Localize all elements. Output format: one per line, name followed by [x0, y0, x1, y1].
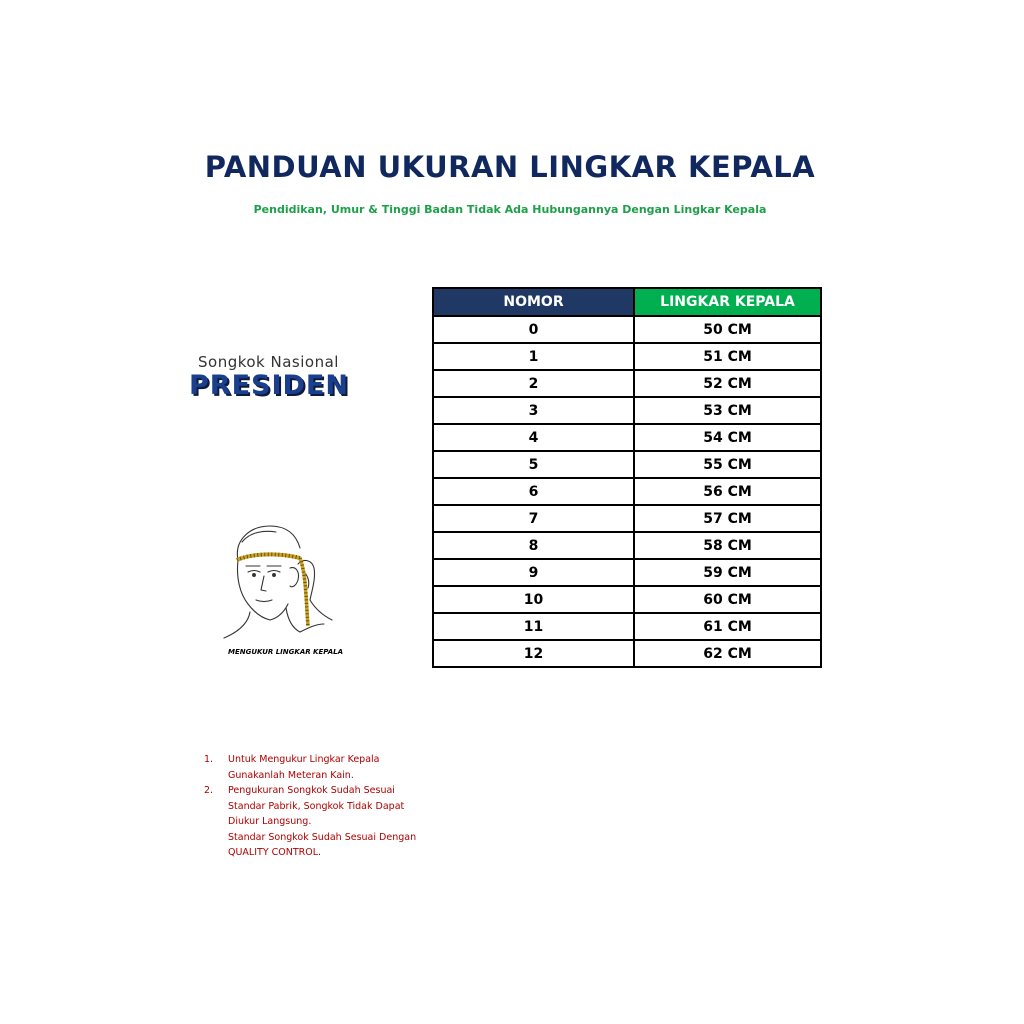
head-measuring-icon [220, 520, 340, 645]
cell-nomor: 12 [433, 640, 634, 667]
table-row [433, 586, 821, 613]
note-text [228, 783, 444, 861]
cell-lingkar-kepala: 58 CM [634, 532, 821, 559]
header-lingkar-kepala: LINGKAR KEPALA [634, 288, 821, 316]
table-row [433, 478, 821, 505]
cell-nomor: 1 [433, 343, 634, 370]
note-item [204, 752, 444, 783]
cell-lingkar-kepala: 59 CM [634, 559, 821, 586]
note-number: 2. [204, 785, 214, 796]
note-line: Pengukuran Songkok Sudah Sesuai [228, 785, 395, 796]
notes-list [204, 752, 444, 861]
cell-nomor: 8 [433, 532, 634, 559]
cell-lingkar-kepala: 53 CM [634, 397, 821, 424]
cell-nomor: 4 [433, 424, 634, 451]
brand-logo-text: PRESIDEN [189, 370, 349, 401]
table-row [433, 613, 821, 640]
cell-lingkar-kepala: 60 CM [634, 586, 821, 613]
note-line: Standar Songkok Sudah Sesuai Dengan [228, 831, 417, 843]
note-item [204, 783, 444, 861]
table-row [433, 397, 821, 424]
cell-lingkar-kepala: 57 CM [634, 505, 821, 532]
cell-lingkar-kepala: 54 CM [634, 424, 821, 451]
table-row [433, 532, 821, 559]
note-number: 1. [204, 754, 214, 765]
note-line: Gunakanlah Meteran Kain. [228, 769, 354, 781]
cell-lingkar-kepala: 51 CM [634, 343, 821, 370]
note-line: Untuk Mengukur Lingkar Kepala [228, 754, 380, 765]
table-body [433, 316, 821, 667]
table-row [433, 370, 821, 397]
brand-tagline: Songkok Nasional [198, 353, 339, 371]
cell-nomor: 3 [433, 397, 634, 424]
cell-nomor: 2 [433, 370, 634, 397]
note-text [228, 752, 444, 783]
cell-lingkar-kepala: 55 CM [634, 451, 821, 478]
cell-lingkar-kepala: 61 CM [634, 613, 821, 640]
cell-nomor: 9 [433, 559, 634, 586]
cell-nomor: 7 [433, 505, 634, 532]
page-title: PANDUAN UKURAN LINGKAR KEPALA [204, 150, 816, 184]
table-row [433, 559, 821, 586]
cell-lingkar-kepala: 62 CM [634, 640, 821, 667]
cell-lingkar-kepala: 52 CM [634, 370, 821, 397]
cell-nomor: 11 [433, 613, 634, 640]
illustration-caption: MENGUKUR LINGKAR KEPALA [228, 648, 344, 656]
note-line: Standar Pabrik, Songkok Tidak Dapat [228, 800, 405, 812]
cell-lingkar-kepala: 50 CM [634, 316, 821, 343]
table-row [433, 640, 821, 667]
table-row [433, 316, 821, 343]
note-line: QUALITY CONTROL. [228, 847, 322, 858]
header-nomor: NOMOR [433, 288, 634, 316]
table-row [433, 343, 821, 370]
cell-nomor: 10 [433, 586, 634, 613]
cell-nomor: 0 [433, 316, 634, 343]
page-subtitle: Pendidikan, Umur & Tinggi Badan Tidak Ada Hubungannya Dengan Lingkar Kepala [253, 203, 767, 216]
size-table [432, 287, 822, 668]
table-row [433, 505, 821, 532]
table-header-row [433, 288, 821, 316]
table-row [433, 424, 821, 451]
cell-nomor: 6 [433, 478, 634, 505]
table-row [433, 451, 821, 478]
cell-nomor: 5 [433, 451, 634, 478]
note-line: Diukur Langsung. [228, 816, 312, 827]
cell-lingkar-kepala: 56 CM [634, 478, 821, 505]
